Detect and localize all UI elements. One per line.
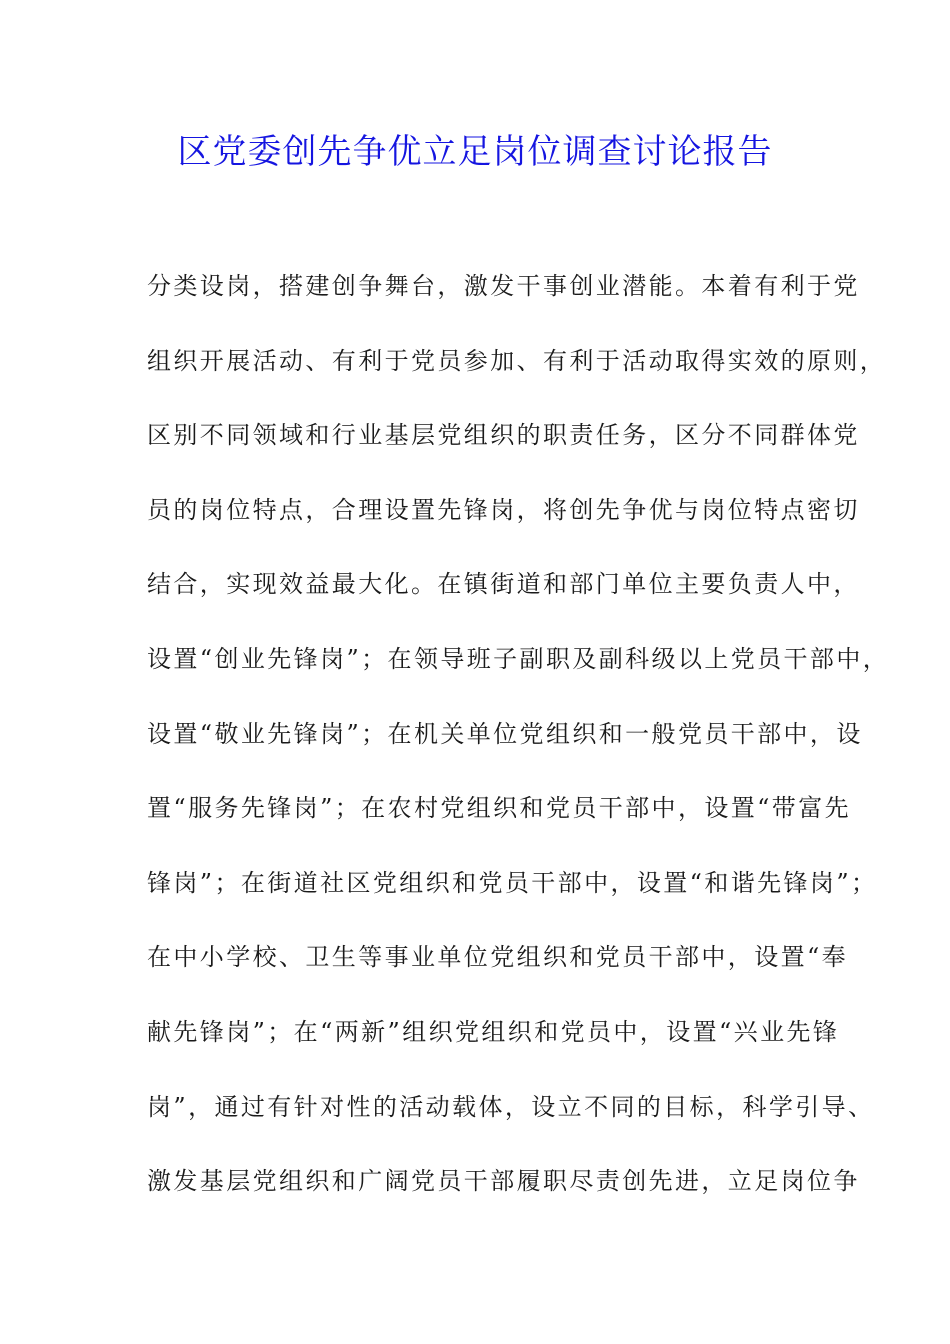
body-line: 结合，实现效益最大化。在镇街道和部门单位主要负责人中， <box>147 570 860 599</box>
body-line: 组织开展活动、有利于党员参加、有利于活动取得实效的原则， <box>147 346 887 375</box>
body-line: 锋岗”；在街道社区党组织和党员干部中，设置“和谐先锋岗”； <box>147 868 878 897</box>
body-line: 献先锋岗”；在“两新”组织党组织和党员中，设置“兴业先锋 <box>147 1017 840 1046</box>
body-line: 分类设岗，搭建创争舞台，激发干事创业潜能。本着有利于党 <box>147 272 860 300</box>
body-line: 员的岗位特点，合理设置先锋岗，将创先争优与岗位特点密切 <box>147 495 860 524</box>
body-line: 置“服务先锋岗”；在农村党组织和党员干部中，设置“带富先 <box>147 794 852 823</box>
body-line: 区别不同领域和行业基层党组织的职责任务，区分不同群体党 <box>147 421 860 450</box>
body-line: 在中小学校、卫生等事业单位党组织和党员干部中，设置“奉 <box>147 943 849 972</box>
body-line: 激发基层党组织和广阔党员干部履职尽责创先进，立足岗位争 <box>147 1167 860 1196</box>
body-line: 岗”，通过有针对性的活动载体，设立不同的目标，科学引导、 <box>147 1092 875 1121</box>
body-line: 设置“敬业先锋岗”；在机关单位党组织和一般党员干部中，设 <box>147 719 863 748</box>
document-body <box>147 263 890 1233</box>
document-title: 区党委创先争优立足岗位调查讨论报告 <box>177 132 773 172</box>
body-line: 设置“创业先锋岗”；在领导班子副职及副科级以上党员干部中， <box>147 644 890 673</box>
